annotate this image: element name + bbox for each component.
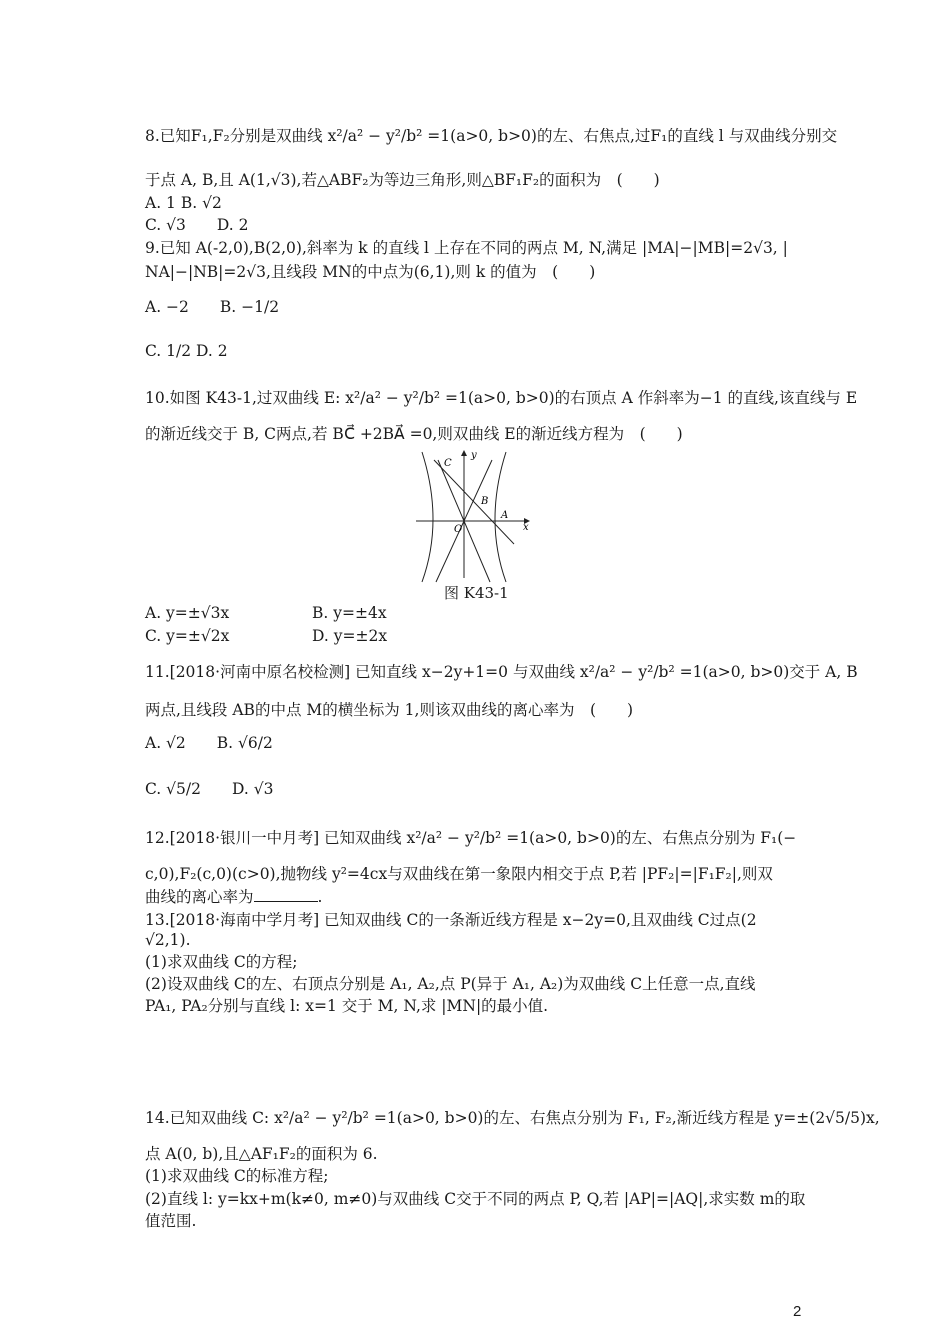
y-axis-arrow bbox=[461, 450, 467, 456]
problem-12-line-2: c,0),F₂(c,0)(c>0),抛物线 y²=4cx与双曲线在第一象限内相交于点 P,若 |PF₂|=|F₁F₂|,则双 bbox=[145, 865, 773, 883]
problem-13-line-2: √2,1). bbox=[145, 931, 191, 949]
problem-9-line-1: 9.已知 A(-2,0),B(2,0),斜率为 k 的直线 l 上存在不同的两点 M, N,满足 |MA|−|MB|=2√3, | bbox=[145, 239, 788, 257]
label-a: A bbox=[501, 510, 509, 521]
problem-11-line-1: 11.[2018·河南中原名校检测] 已知直线 x−2y+1=0 与双曲线 x²/a² − y²/b² =1(a>0, b>0)交于 A, B bbox=[145, 663, 858, 681]
hyperbola-figure bbox=[414, 448, 534, 584]
problem-9-options-cd: C. 1/2 D. 2 bbox=[145, 342, 228, 360]
problem-13-line-4: (2)设双曲线 C的左、右顶点分别是 A₁, A₂,点 P(异于 A₁, A₂)为双曲线 C上任意一点,直线 bbox=[145, 975, 756, 993]
problem-8-options-ab: A. 1 B. √2 bbox=[145, 194, 222, 212]
problem-11-options-ab: A. √2 B. √6/2 bbox=[145, 734, 273, 752]
problem-13-line-3: (1)求双曲线 C的方程; bbox=[145, 953, 298, 971]
problem-10-line-1: 10.如图 K43-1,过双曲线 E: x²/a² − y²/b² =1(a>0, b>0)的右顶点 A 作斜率为−1 的直线,该直线与 E bbox=[145, 389, 858, 407]
label-b: B bbox=[481, 496, 489, 507]
page-number: 2 bbox=[793, 1303, 802, 1320]
label-x: x bbox=[523, 522, 529, 533]
hyperbola-left-branch bbox=[422, 452, 433, 582]
problem-9-line-2: NA|−|NB|=2√3,且线段 MN的中点为(6,1),则 k 的值为 ( ) bbox=[145, 263, 596, 281]
problem-10-option-b: B. y=±4x bbox=[312, 604, 387, 622]
label-origin: O bbox=[454, 524, 463, 535]
problem-14-line-3: (1)求双曲线 C的标准方程; bbox=[145, 1167, 329, 1185]
problem-10-option-d: D. y=±2x bbox=[312, 627, 388, 645]
problem-12-line-1: 12.[2018·银川一中月考] 已知双曲线 x²/a² − y²/b² =1(a>0, b>0)的左、右焦点分别为 F₁(− bbox=[145, 829, 797, 847]
problem-10-option-c: C. y=±√2x bbox=[145, 627, 230, 645]
problem-13-line-1: 13.[2018·海南中学月考] 已知双曲线 C的一条渐近线方程是 x−2y=0,且双曲线 C过点(2 bbox=[145, 911, 757, 929]
problem-12-line-3 bbox=[145, 887, 322, 907]
problem-11-options-cd: C. √5/2 D. √3 bbox=[145, 780, 274, 798]
problem-8-line-1: 8.已知F₁,F₂分别是双曲线 x²/a² − y²/b² =1(a>0, b>0)的左、右焦点,过F₁的直线 l 与双曲线分别交 bbox=[145, 127, 838, 145]
problem-13-line-5: PA₁, PA₂分别与直线 l: x=1 交于 M, N,求 |MN|的最小值. bbox=[145, 997, 549, 1015]
problem-14-line-2: 点 A(0, b),且△AF₁F₂的面积为 6. bbox=[145, 1145, 378, 1163]
problem-11-line-2: 两点,且线段 AB的中点 M的横坐标为 1,则该双曲线的离心率为 ( ) bbox=[145, 701, 634, 719]
problem-14-line-4: (2)直线 l: y=kx+m(k≠0, m≠0)与双曲线 C交于不同的两点 P, Q,若 |AP|=|AQ|,求实数 m的取 bbox=[145, 1190, 806, 1208]
problem-8-options-cd: C. √3 D. 2 bbox=[145, 216, 249, 234]
problem-14-line-1: 14.已知双曲线 C: x²/a² − y²/b² =1(a>0, b>0)的左、右焦点分别为 F₁, F₂,渐近线方程是 y=±(2√5/5)x, bbox=[145, 1109, 880, 1127]
problem-14-line-5: 值范围. bbox=[145, 1212, 197, 1230]
problem-10-option-a: A. y=±√3x bbox=[145, 604, 230, 622]
problem-12-line-3-text: 曲线的离心率为 bbox=[145, 888, 254, 906]
problem-8-line-2: 于点 A, B,且 A(1,√3),若△ABF₂为等边三角形,则△BF₁F₂的面积为 ( ) bbox=[145, 171, 660, 189]
line-through-a bbox=[434, 460, 514, 544]
period: . bbox=[317, 888, 323, 906]
label-y: y bbox=[471, 450, 477, 461]
label-c: C bbox=[444, 458, 452, 469]
figure-caption: 图 K43-1 bbox=[444, 584, 509, 602]
answer-blank bbox=[254, 887, 318, 902]
problem-9-options-ab: A. −2 B. −1/2 bbox=[145, 298, 280, 316]
problem-10-line-2: 的渐近线交于 B, C两点,若 BC⃗ +2BA⃗ =0,则双曲线 E的渐近线方程为 ( ) bbox=[145, 425, 683, 443]
